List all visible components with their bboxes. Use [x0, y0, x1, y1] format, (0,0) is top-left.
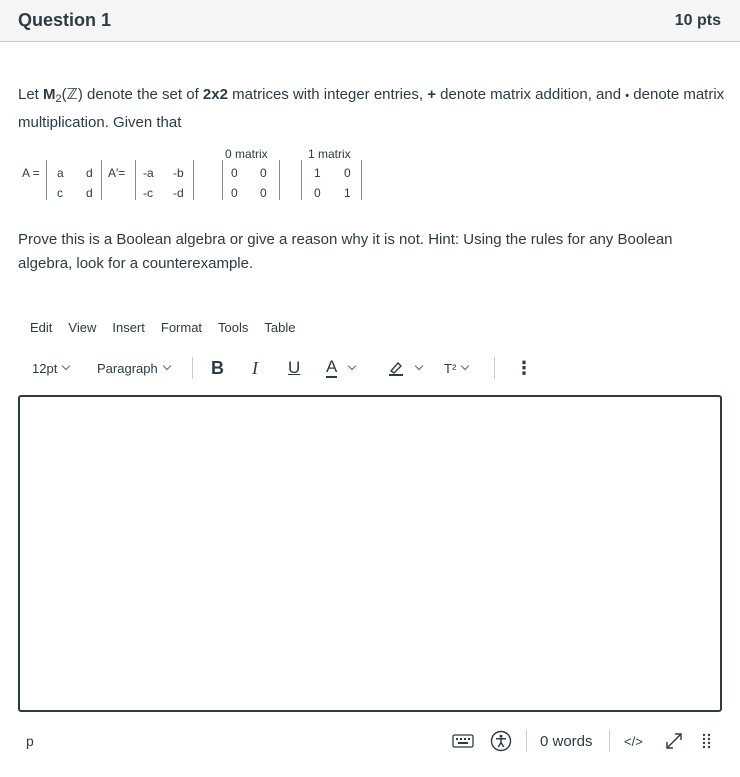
- menu-edit[interactable]: Edit: [30, 320, 53, 335]
- matrix-cell: -d: [173, 186, 184, 200]
- text-fragment: denote matrix addition, and: [435, 86, 626, 103]
- fullscreen-button[interactable]: [663, 726, 685, 756]
- font-size-value: 12pt: [32, 360, 58, 376]
- status-divider: [609, 730, 610, 752]
- chevron-down-icon: [162, 362, 170, 370]
- editor-menubar: [30, 320, 311, 342]
- superscript-icon: T²: [444, 360, 457, 376]
- one-matrix-title: 1 matrix: [308, 147, 351, 161]
- chevron-down-icon: [461, 362, 469, 370]
- highlight-color-button[interactable]: [388, 354, 422, 382]
- matrix-cell: -a: [143, 166, 154, 180]
- resize-grip-icon: [702, 732, 712, 750]
- matrix-bracket: [222, 160, 223, 200]
- superscript-button[interactable]: [444, 354, 468, 382]
- matrix-cell: -b: [173, 166, 184, 180]
- italic-button[interactable]: [252, 354, 258, 382]
- zero-matrix-title: 0 matrix: [225, 147, 268, 161]
- bold-icon: B: [211, 357, 224, 378]
- block-format-select[interactable]: [97, 354, 170, 382]
- question-prompt: Prove this is a Boolean algebra or give a reason why it is not. Hint: Using the rules for any Boolean algebra, look for a counterexample.: [18, 231, 673, 272]
- m-subscript: 2: [55, 93, 62, 105]
- html-editor-toggle[interactable]: </>: [624, 733, 643, 749]
- matrix-bracket: [135, 160, 136, 200]
- word-count[interactable]: 0 words: [540, 732, 593, 750]
- chevron-down-icon: [62, 362, 70, 370]
- text-fragment: matrices with integer entries,: [227, 86, 428, 103]
- matrix-cell: d: [86, 186, 93, 200]
- block-format-value: Paragraph: [97, 360, 158, 376]
- menu-insert[interactable]: Insert: [112, 320, 145, 335]
- more-button[interactable]: [515, 354, 533, 382]
- more-icon: ⋮: [515, 357, 533, 378]
- highlighter-icon: [388, 360, 404, 376]
- matrix-bracket: [301, 160, 302, 200]
- plus-symbol: +: [427, 86, 436, 103]
- matrix-cell: 1: [314, 166, 321, 180]
- matrix-cell: 0: [344, 166, 351, 180]
- question-title: Question 1: [18, 10, 112, 30]
- matrix-bracket: [361, 160, 362, 200]
- m-symbol: M: [43, 86, 56, 103]
- matrix-bracket: [279, 160, 280, 200]
- chevron-down-icon: [348, 362, 356, 370]
- editor-statusbar: [18, 726, 722, 756]
- matrix-bracket: [46, 160, 47, 200]
- fullscreen-icon: [663, 730, 685, 752]
- matrix-bracket: [193, 160, 194, 200]
- m-arg: (ℤ): [61, 86, 83, 103]
- text-color-icon: A: [326, 357, 338, 376]
- resize-handle[interactable]: [702, 726, 712, 756]
- dot-symbol: •: [625, 90, 630, 102]
- element-path[interactable]: p: [26, 733, 34, 749]
- bold-2x2: 2x2: [202, 86, 228, 103]
- matrix-cell: d: [86, 166, 93, 180]
- matrix-definitions: [20, 146, 380, 204]
- matrix-cell: 0: [231, 186, 238, 200]
- matrix-cell: 1: [344, 186, 351, 200]
- chevron-down-icon: [415, 362, 423, 370]
- editor-toolbar: [20, 354, 540, 382]
- text-fragment: denote the set of: [82, 86, 203, 103]
- matrix-cell: 0: [231, 166, 238, 180]
- accessibility-icon: [490, 730, 512, 752]
- matrix-cell: 0: [260, 166, 267, 180]
- toolbar-divider: [192, 357, 193, 379]
- matrix-cell: 0: [314, 186, 321, 200]
- matrix-cell: -c: [143, 186, 153, 200]
- matrix-bracket: [101, 160, 102, 200]
- font-size-select[interactable]: [32, 354, 69, 382]
- matrix-a-prime-label: A′=: [108, 166, 126, 180]
- keyboard-shortcuts-button[interactable]: [452, 726, 474, 756]
- italic-icon: I: [252, 357, 258, 378]
- menu-table[interactable]: Table: [264, 320, 296, 335]
- accessibility-checker-button[interactable]: [490, 726, 512, 756]
- menu-format[interactable]: Format: [160, 320, 203, 335]
- question-points: 10 pts: [674, 11, 721, 29]
- text-fragment: Let: [18, 86, 44, 103]
- text-color-button[interactable]: [326, 354, 355, 382]
- question-header: [0, 0, 740, 42]
- toolbar-divider: [494, 357, 495, 379]
- rich-text-editor[interactable]: [18, 395, 722, 712]
- underline-icon: U: [288, 358, 301, 377]
- keyboard-icon: [452, 732, 474, 750]
- status-divider: [526, 730, 527, 752]
- matrix-a-label: A =: [22, 166, 40, 180]
- matrix-cell: 0: [260, 186, 267, 200]
- menu-tools[interactable]: Tools: [218, 320, 249, 335]
- underline-button[interactable]: [288, 354, 300, 382]
- menu-view[interactable]: View: [68, 320, 97, 335]
- text-fragment: denote matrix multiplication. Given that: [18, 86, 725, 131]
- question-text: [18, 83, 728, 135]
- matrix-cell: c: [57, 186, 63, 200]
- matrix-cell: a: [57, 166, 64, 180]
- bold-button[interactable]: [211, 354, 224, 382]
